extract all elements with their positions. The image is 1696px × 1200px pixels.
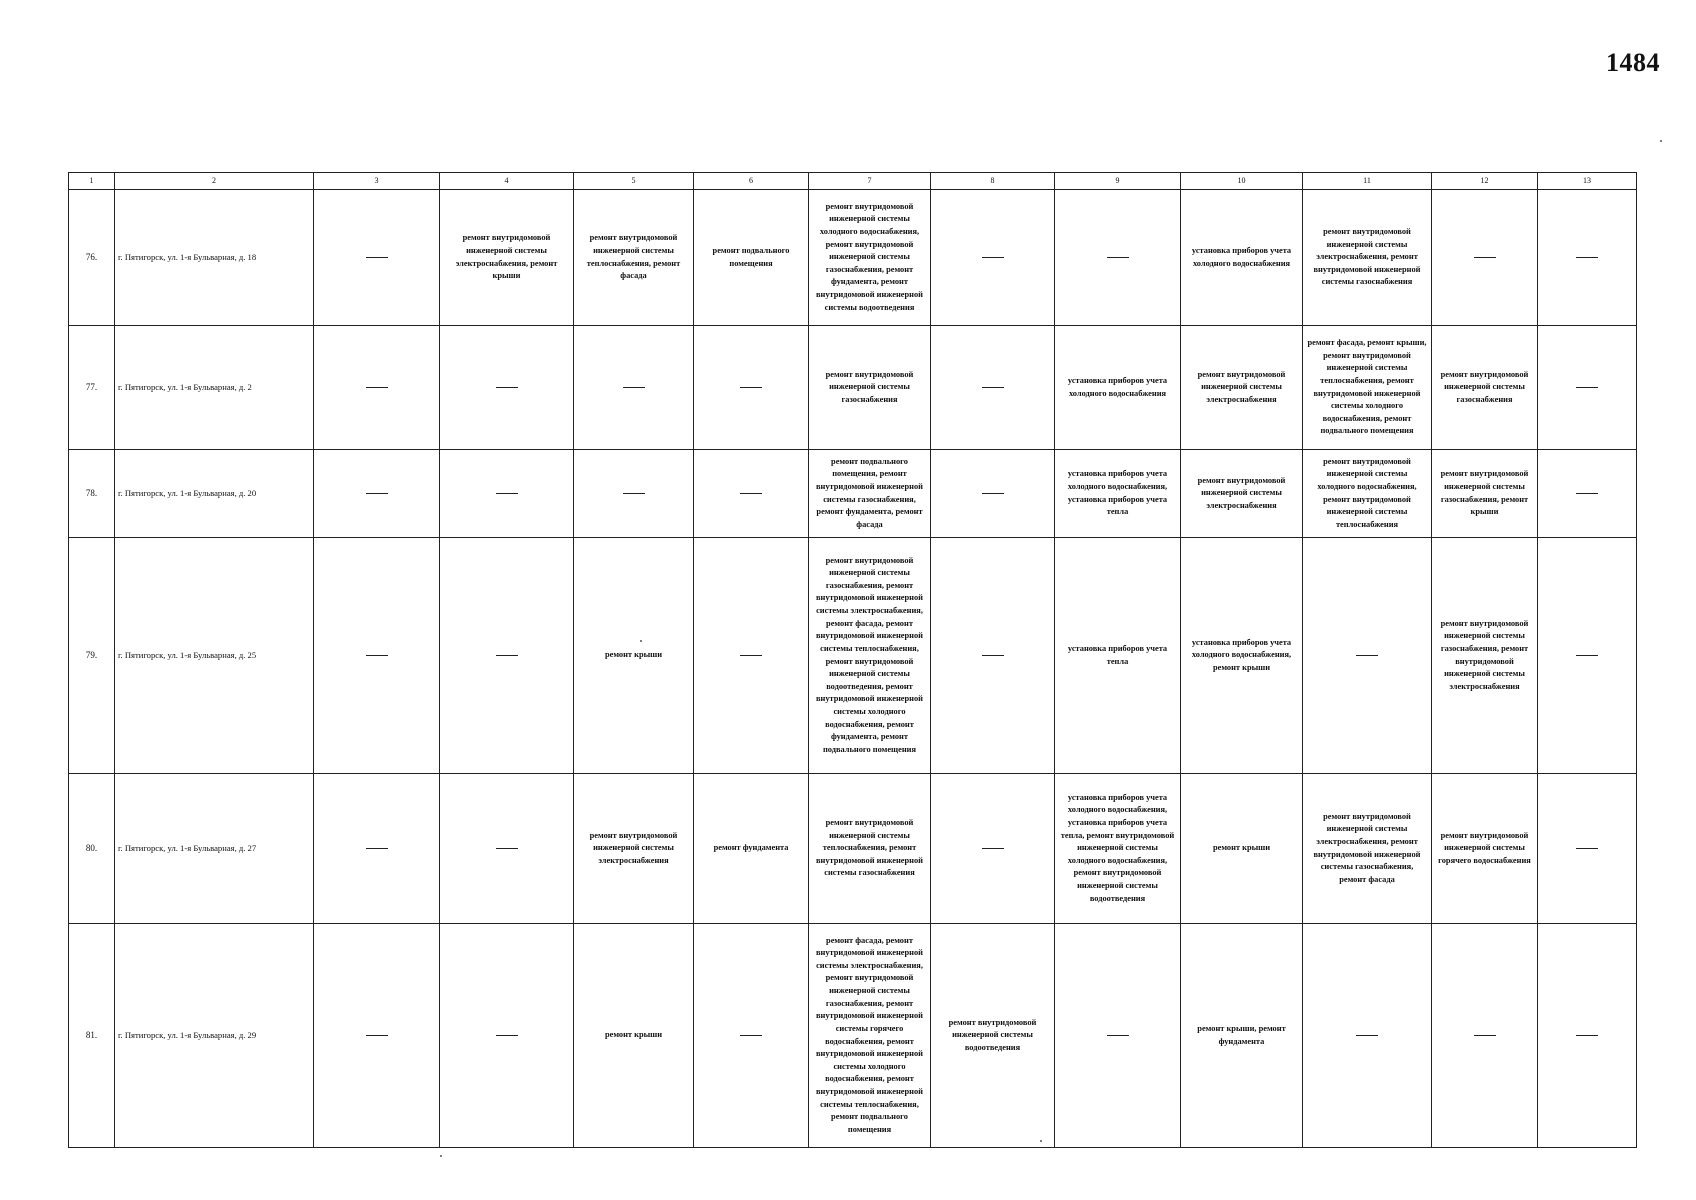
work-cell-col-3 xyxy=(314,326,440,450)
empty-dash xyxy=(366,1035,388,1036)
work-cell-col-11 xyxy=(1303,538,1432,774)
work-description: ремонт внутридомовой инженерной системы холодного водоснабжения, ремонт внутридомовой инженерной системы теплоснабжения xyxy=(1317,456,1417,529)
work-cell-col-7 xyxy=(809,538,931,774)
work-description: ремонт внутридомовой инженерной системы газоснабжения, ремонт внутридомовой инженерной системы электроснабжения, ремонт фасада, ремонт внутридомовой инженерной системы теплоснабжения, ремонт внутридомовой инженерной системы водоотведения, ремонт внутридомовой инженерной системы холодного водоснабжения, ремонт фундамента, ремонт подвального помещения xyxy=(815,555,923,754)
work-description: ремонт крыши, ремонт фундамента xyxy=(1197,1023,1286,1046)
work-cell-col-4 xyxy=(440,774,574,924)
work-cell-col-7 xyxy=(809,774,931,924)
work-cell-col-10 xyxy=(1181,450,1303,538)
work-cell-col-6 xyxy=(694,190,809,326)
work-cell-col-9 xyxy=(1055,326,1181,450)
address-cell: г. Пятигорск, ул. 1-я Бульварная, д. 27 xyxy=(115,774,314,924)
work-cell-col-11 xyxy=(1303,450,1432,538)
row-number: 78. xyxy=(69,450,115,538)
work-cell-col-11 xyxy=(1303,326,1432,450)
work-description: ремонт внутридомовой инженерной системы электроснабжения, ремонт внутридомовой инженерной системы газоснабжения xyxy=(1313,226,1421,287)
work-cell-col-3 xyxy=(314,190,440,326)
column-number: 5 xyxy=(574,173,694,190)
work-cell-col-5 xyxy=(574,326,694,450)
work-cell-col-12 xyxy=(1432,924,1538,1148)
work-description: ремонт внутридомовой инженерной системы электроснабжения xyxy=(1197,475,1286,510)
work-cell-col-13 xyxy=(1538,190,1637,326)
table-row xyxy=(69,190,1637,326)
empty-dash xyxy=(1356,655,1378,656)
work-description: установка приборов учета холодного водоснабжения, установка приборов учета тепла, ремонт внутридомовой инженерной системы холодного водоснабжения, ремонт внутридомовой инженерной системы водоотведения xyxy=(1060,792,1175,903)
work-cell-col-4 xyxy=(440,538,574,774)
work-cell-col-9 xyxy=(1055,924,1181,1148)
work-description: ремонт подвального помещения xyxy=(712,245,790,268)
empty-dash xyxy=(623,493,645,494)
column-number: 1 xyxy=(69,173,115,190)
empty-dash xyxy=(366,655,388,656)
column-number: 7 xyxy=(809,173,931,190)
empty-dash xyxy=(496,493,518,494)
work-cell-col-8 xyxy=(931,924,1055,1148)
work-cell-col-10 xyxy=(1181,538,1303,774)
work-description: ремонт внутридомовой инженерной системы газоснабжения xyxy=(1440,369,1529,404)
work-cell-col-4 xyxy=(440,326,574,450)
empty-dash xyxy=(982,655,1004,656)
empty-dash xyxy=(1576,257,1598,258)
work-cell-col-13 xyxy=(1538,774,1637,924)
column-number: 13 xyxy=(1538,173,1637,190)
work-cell-col-12 xyxy=(1432,774,1538,924)
work-cell-col-6 xyxy=(694,924,809,1148)
work-description: установка приборов учета холодного водоснабжения xyxy=(1067,375,1168,398)
work-description: ремонт внутридомовой инженерной системы электроснабжения, ремонт внутридомовой инженерной системы газоснабжения, ремонт фасада xyxy=(1313,811,1421,884)
work-cell-col-4 xyxy=(440,924,574,1148)
work-description: ремонт подвального помещения, ремонт внутридомовой инженерной системы газоснабжения, ремонт фундамента, ремонт фасада xyxy=(815,456,923,529)
empty-dash xyxy=(1107,257,1129,258)
work-cell-col-3 xyxy=(314,774,440,924)
column-number: 10 xyxy=(1181,173,1303,190)
work-cell-col-12 xyxy=(1432,538,1538,774)
empty-dash xyxy=(496,655,518,656)
column-number: 9 xyxy=(1055,173,1181,190)
work-cell-col-7 xyxy=(809,326,931,450)
work-cell-col-3 xyxy=(314,924,440,1148)
work-cell-col-10 xyxy=(1181,924,1303,1148)
work-cell-col-8 xyxy=(931,450,1055,538)
work-cell-col-10 xyxy=(1181,774,1303,924)
work-description: ремонт внутридомовой инженерной системы газоснабжения, ремонт крыши xyxy=(1440,469,1529,517)
column-number: 11 xyxy=(1303,173,1432,190)
work-description: ремонт фасада, ремонт крыши, ремонт внутридомовой инженерной системы теплоснабжения, ремонт внутридомовой инженерной системы холодного водоснабжения, ремонт подвального помещения xyxy=(1307,338,1427,436)
work-cell-col-8 xyxy=(931,774,1055,924)
empty-dash xyxy=(1576,387,1598,388)
work-description: ремонт внутридомовой инженерной системы газоснабжения, ремонт внутридомовой инженерной системы электроснабжения xyxy=(1440,618,1529,691)
column-number-row xyxy=(69,173,1637,190)
empty-dash xyxy=(740,493,762,494)
row-number: 76. xyxy=(69,190,115,326)
row-number: 77. xyxy=(69,326,115,450)
work-description: установка приборов учета холодного водоснабжения, установка приборов учета тепла xyxy=(1067,469,1168,517)
empty-dash xyxy=(1107,1035,1129,1036)
empty-dash xyxy=(366,257,388,258)
address-cell: г. Пятигорск, ул. 1-я Бульварная, д. 29 xyxy=(115,924,314,1148)
work-cell-col-3 xyxy=(314,450,440,538)
work-cell-col-11 xyxy=(1303,190,1432,326)
work-cell-col-9 xyxy=(1055,538,1181,774)
work-cell-col-5 xyxy=(574,190,694,326)
table-row xyxy=(69,924,1637,1148)
work-description: установка приборов учета холодного водоснабжения, ремонт крыши xyxy=(1191,637,1292,672)
work-cell-col-6 xyxy=(694,774,809,924)
empty-dash xyxy=(1576,848,1598,849)
work-cell-col-7 xyxy=(809,450,931,538)
empty-dash xyxy=(496,1035,518,1036)
column-number: 3 xyxy=(314,173,440,190)
address-cell: г. Пятигорск, ул. 1-я Бульварная, д. 25 xyxy=(115,538,314,774)
work-cell-col-5 xyxy=(574,538,694,774)
empty-dash xyxy=(366,848,388,849)
address-cell: г. Пятигорск, ул. 1-я Бульварная, д. 18 xyxy=(115,190,314,326)
work-cell-col-6 xyxy=(694,326,809,450)
work-cell-col-13 xyxy=(1538,450,1637,538)
empty-dash xyxy=(1474,1035,1496,1036)
work-cell-col-5 xyxy=(574,774,694,924)
work-description: ремонт внутридомовой инженерной системы водоотведения xyxy=(948,1017,1037,1052)
empty-dash xyxy=(1576,1035,1598,1036)
empty-dash xyxy=(623,387,645,388)
empty-dash xyxy=(982,848,1004,849)
work-cell-col-11 xyxy=(1303,924,1432,1148)
work-cell-col-13 xyxy=(1538,326,1637,450)
empty-dash xyxy=(1576,655,1598,656)
table-row xyxy=(69,774,1637,924)
work-cell-col-6 xyxy=(694,538,809,774)
work-cell-col-10 xyxy=(1181,190,1303,326)
row-number: 80. xyxy=(69,774,115,924)
table-body xyxy=(69,173,1637,1148)
work-description: ремонт фундамента xyxy=(713,843,789,853)
page-number: 1484 xyxy=(1606,48,1660,77)
work-cell-col-12 xyxy=(1432,450,1538,538)
table-row xyxy=(69,450,1637,538)
empty-dash xyxy=(982,387,1004,388)
work-cell-col-9 xyxy=(1055,190,1181,326)
work-cell-col-4 xyxy=(440,450,574,538)
empty-dash xyxy=(1474,257,1496,258)
work-cell-col-9 xyxy=(1055,450,1181,538)
work-description: установка приборов учета тепла xyxy=(1067,643,1168,666)
column-number: 8 xyxy=(931,173,1055,190)
work-description: ремонт внутридомовой инженерной системы электроснабжения, ремонт крыши xyxy=(455,233,558,281)
empty-dash xyxy=(1356,1035,1378,1036)
empty-dash xyxy=(496,387,518,388)
work-description: ремонт внутридомовой инженерной системы холодного водоснабжения, ремонт внутридомовой инженерной системы газоснабжения, ремонт фундамента, ремонт внутридомовой инженерной системы водоотведения xyxy=(815,201,923,312)
work-description: ремонт внутридомовой инженерной системы теплоснабжения, ремонт фасада xyxy=(586,233,681,281)
empty-dash xyxy=(366,387,388,388)
work-cell-col-12 xyxy=(1432,190,1538,326)
work-description: ремонт фасада, ремонт внутридомовой инженерной системы электроснабжения, ремонт внутридомовой инженерной системы газоснабжения, ремонт внутридомовой инженерной системы горячего водоснабжения, ремонт внутридомовой инженерной системы холодного водоснабжения, ремонт внутридомовой инженерной системы теплоснабжения, ремонт подвального помещения xyxy=(815,935,923,1134)
work-cell-col-12 xyxy=(1432,326,1538,450)
work-cell-col-13 xyxy=(1538,924,1637,1148)
empty-dash xyxy=(1576,493,1598,494)
work-cell-col-13 xyxy=(1538,538,1637,774)
work-cell-col-8 xyxy=(931,326,1055,450)
empty-dash xyxy=(740,1035,762,1036)
work-cell-col-6 xyxy=(694,450,809,538)
work-description: установка приборов учета холодного водоснабжения xyxy=(1191,245,1292,268)
work-cell-col-8 xyxy=(931,538,1055,774)
work-cell-col-5 xyxy=(574,450,694,538)
row-number: 81. xyxy=(69,924,115,1148)
column-number: 6 xyxy=(694,173,809,190)
work-cell-col-10 xyxy=(1181,326,1303,450)
work-description: ремонт внутридомовой инженерной системы теплоснабжения, ремонт внутридомовой инженерной системы газоснабжения xyxy=(815,817,923,878)
repair-schedule-table xyxy=(68,172,1637,1148)
work-cell-col-3 xyxy=(314,538,440,774)
empty-dash xyxy=(496,848,518,849)
row-number: 79. xyxy=(69,538,115,774)
empty-dash xyxy=(982,493,1004,494)
work-cell-col-7 xyxy=(809,190,931,326)
column-number: 4 xyxy=(440,173,574,190)
work-cell-col-11 xyxy=(1303,774,1432,924)
work-cell-col-5 xyxy=(574,924,694,1148)
empty-dash xyxy=(740,655,762,656)
work-cell-col-4 xyxy=(440,190,574,326)
column-number: 2 xyxy=(115,173,314,190)
empty-dash xyxy=(982,257,1004,258)
column-number: 12 xyxy=(1432,173,1538,190)
address-cell: г. Пятигорск, ул. 1-я Бульварная, д. 20 xyxy=(115,450,314,538)
work-description: ремонт крыши xyxy=(604,650,663,660)
work-description: ремонт крыши xyxy=(604,1030,663,1040)
address-cell: г. Пятигорск, ул. 1-я Бульварная, д. 2 xyxy=(115,326,314,450)
work-description: ремонт крыши xyxy=(1212,843,1271,853)
work-description: ремонт внутридомовой инженерной системы электроснабжения xyxy=(1197,369,1286,404)
table-row xyxy=(69,538,1637,774)
work-cell-col-9 xyxy=(1055,774,1181,924)
empty-dash xyxy=(740,387,762,388)
table-row xyxy=(69,326,1637,450)
work-description: ремонт внутридомовой инженерной системы газоснабжения xyxy=(825,369,914,404)
work-cell-col-8 xyxy=(931,190,1055,326)
work-description: ремонт внутридомовой инженерной системы горячего водоснабжения xyxy=(1438,830,1531,865)
work-cell-col-7 xyxy=(809,924,931,1148)
work-description: ремонт внутридомовой инженерной системы электроснабжения xyxy=(589,830,678,865)
empty-dash xyxy=(366,493,388,494)
